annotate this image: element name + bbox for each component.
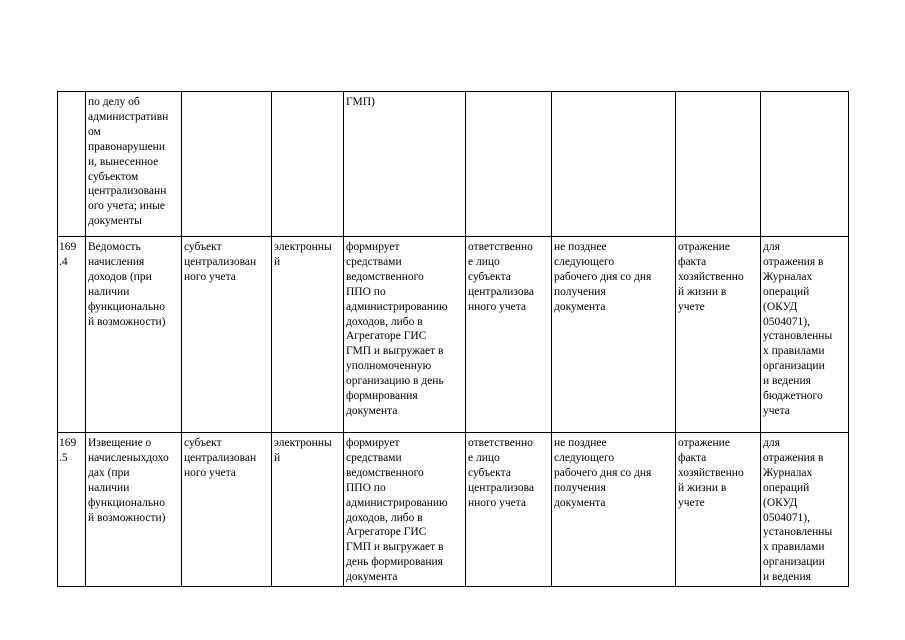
procedure-cell: ГМП) [344, 92, 466, 237]
row-number-cell: 169 .4 [58, 237, 86, 433]
deadline-cell: не позднее следующего рабочего дня со дня получения документа [552, 433, 676, 587]
responsible-cell [466, 92, 552, 237]
creator-cell: субъект централизован ного учета [182, 237, 272, 433]
purpose-cell: отражение факта хозяйственно й жизни в учете [676, 433, 761, 587]
document-table [57, 91, 849, 587]
purpose-cell: отражение факта хозяйственно й жизни в учете [676, 237, 761, 433]
responsible-cell: ответственно е лицо субъекта централизова нного учета [466, 237, 552, 433]
creator-cell [182, 92, 272, 237]
format-cell: электронны й [272, 433, 344, 587]
note-cell: для отражения в Журналах операций (ОКУД 0504071), установленны х правилами организации и ведения [761, 433, 849, 587]
note-cell: для отражения в Журналах операций (ОКУД 0504071), установленны х правилами организации и ведения бюджетного учета [761, 237, 849, 433]
format-cell: электронны й [272, 237, 344, 433]
document-name-cell: Ведомость начисления доходов (при наличии функционально й возможности) [86, 237, 182, 433]
row-number-cell [58, 92, 86, 237]
procedure-cell: формирует средствами ведомственного ППО по администрированию доходов, либо в Агрегаторе ГИС ГМП и выгружает в день формирования документа [344, 433, 466, 587]
creator-cell: субъект централизован ного учета [182, 433, 272, 587]
document-name-cell: по делу об административн ом правонарушени и, вынесенное субъектом централизованн ого учета; иные документы [86, 92, 182, 237]
procedure-cell: формирует средствами ведомственного ППО по администрированию доходов, либо в Агрегаторе ГИС ГМП и выгружает в уполномоченную организацию в день формирования документа [344, 237, 466, 433]
document-name-cell: Извещение о начисленыхдохо дах (при наличии функционально й возможности) [86, 433, 182, 587]
deadline-cell: не позднее следующего рабочего дня со дня получения документа [552, 237, 676, 433]
row-number-cell: 169 .5 [58, 433, 86, 587]
purpose-cell [676, 92, 761, 237]
note-cell [761, 92, 849, 237]
table-row [58, 92, 849, 237]
table-row [58, 237, 849, 433]
format-cell [272, 92, 344, 237]
deadline-cell [552, 92, 676, 237]
table-row [58, 433, 849, 587]
responsible-cell: ответственно е лицо субъекта централизова нного учета [466, 433, 552, 587]
